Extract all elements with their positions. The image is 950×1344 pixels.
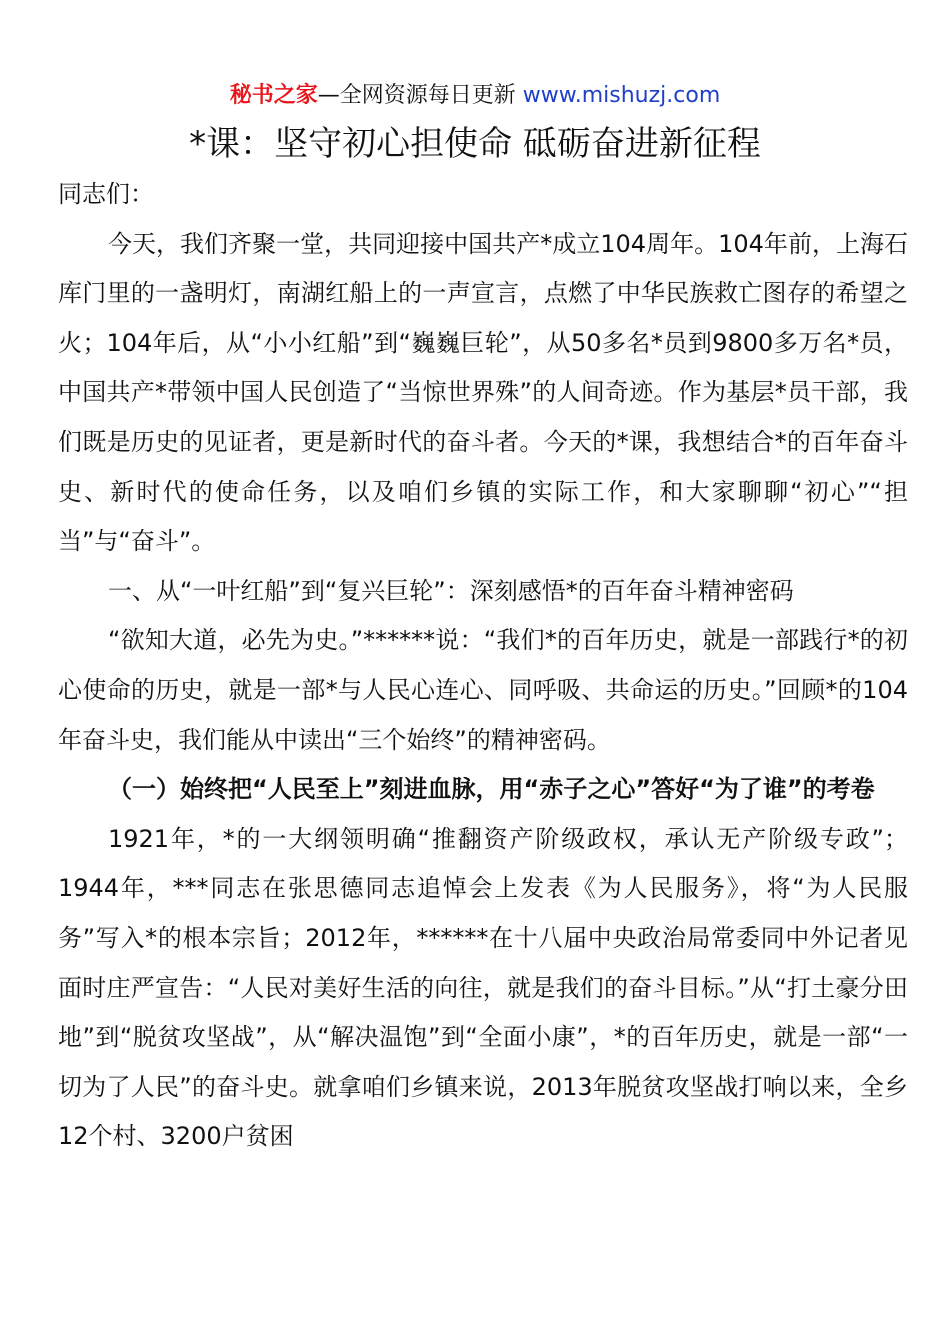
document-title: *课：坚守初心担使命 砥砺奋进新征程 (189, 124, 761, 164)
paragraph-people-first: 1921年，*的一大纲领明确“推翻资产阶级政权，承认无产阶级专政”；1944年，***同志在张思德同志追悼会上发表《为人民服务》，将“为人民服务”写入*的根本宗旨；2012年，******在十八届中央政治局常委同中外记者见面时庄严宣告：“人民对美好生活的向往，就是我们的奋斗目标。”从“打土豪分田地”到“脱贫攻坚战”，从“解决温饱”到“全面小康”，*的百年历史，就是一部“一切为了人民”的奋斗史。就拿咱们乡镇来说，2013年脱贫攻坚战打响以来，全乡12个村、3200户贫困 (58, 824, 908, 1151)
section-heading-1: 一、从“一叶红船”到“复兴巨轮”：深刻感悟*的百年奋斗精神密码 (108, 576, 794, 605)
site-header (0, 80, 950, 112)
paragraph-intro: 今天，我们齐聚一堂，共同迎接中国共产*成立104周年。104年前，上海石库门里的一盏明灯，南湖红船上的一声宣言，点燃了中华民族救亡图存的希望之火；104年后，从“小小红船”到“巍巍巨轮”，从50多名*员到9800多万名*员，中国共产*带领中国人民创造了“当惊世界殊”的人间奇迹。作为基层*员干部，我们既是历史的见证者，更是新时代的奋斗者。今天的*课，我想结合*的百年奋斗史、新时代的使命任务，以及咱们乡镇的实际工作，和大家聊聊“初心”“担当”与“奋斗”。 (58, 229, 908, 556)
salutation: 同志们： (58, 180, 154, 208)
paragraph-history: “欲知大道，必先为史。”******说：“我们*的百年历史，就是一部践行*的初心使命的历史，就是一部*与人民心连心、同呼吸、共命运的历史。”回顾*的104年奋斗史，我们能从中读出“三个始终”的精神密码。 (58, 626, 908, 754)
document-body (58, 170, 908, 1162)
brand-name: 秘书之家 (229, 83, 318, 108)
subsection-heading-1: （一）始终把“人民至上”刻进血脉，用“赤子之心”答好“为了谁”的考卷 (108, 775, 875, 804)
header-tagline: —全网资源每日更新 (317, 83, 516, 108)
site-url[interactable]: www.mishuzj.com (522, 83, 721, 108)
